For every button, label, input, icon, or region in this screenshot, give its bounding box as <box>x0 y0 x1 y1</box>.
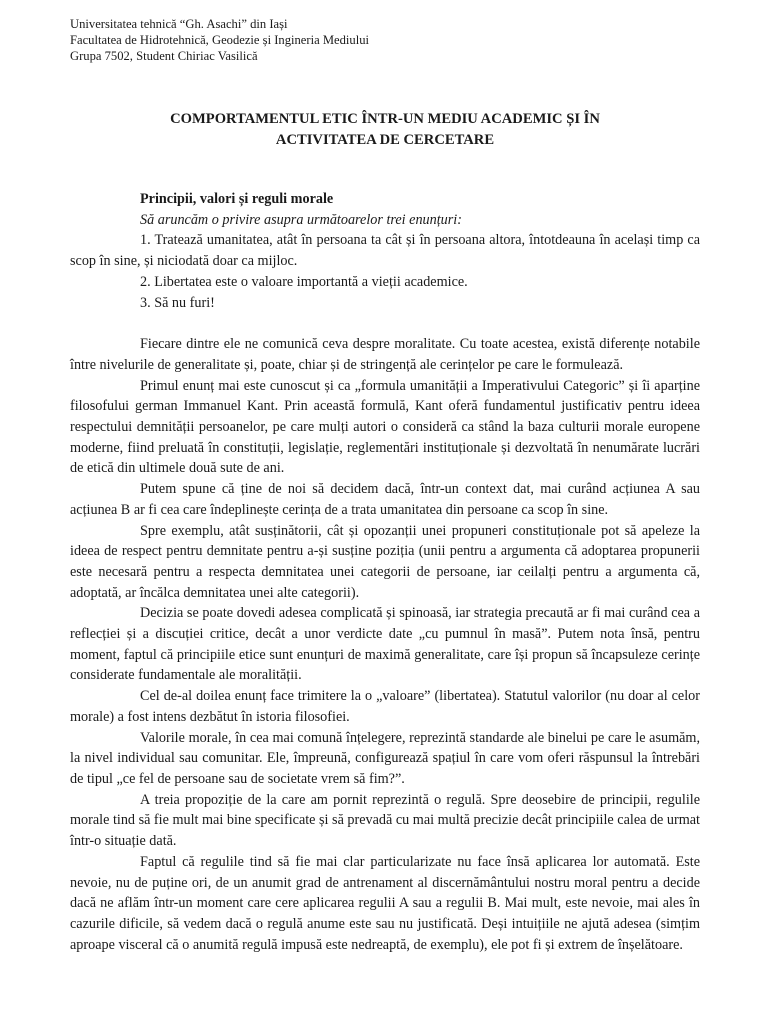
paragraph: Faptul că regulile tind să fie mai clar particularizate nu face însă aplicarea lor automată. Este nevoie, nu de puține ori, de un anumit grad de antrenament al discernământului nostru moral pentru a decide dacă ne aflăm într-un moment care cere aplicarea regulii A sau a regulii B. Mai mult, este nevoie, mai ales în cazurile dificile, să vedem dacă o regulă anume este sau nu justificată. Deși intuițiile ne ajută adesea (simțim aproape visceral că o anumită regulă impusă este nedreaptă, de exemplu), ele pot fi și extrem de înșelătoare. <box>70 853 700 953</box>
title-line-2: ACTIVITATEA DE CERCETARE <box>275 132 495 148</box>
paragraph: A treia propoziție de la care am pornit reprezintă o regulă. Spre deosebire de principii, regulile morale tind să fie mult mai bine specificate și să prevadă cu mai multă precizie decât principiile calea de urmat într-o situație dată. <box>70 791 700 850</box>
paragraph: Cel de-al doilea enunț face trimitere la o „valoare” (libertatea). Statutul valorilor (nu doar al celor morale) a fost intens dezbătut în istoria filosofiei. <box>70 688 700 725</box>
faculty-name: Facultatea de Hidrotehnică, Geodezie și Ingineria Mediului <box>70 33 369 47</box>
paragraph: Decizia se poate dovedi adesea complicată și spinoasă, iar strategia precaută ar fi mai curând cea a reflecției și a discuției critice, decât a unor verdicte date „cu pumnul în masă”. Putem nota însă, pentru moment, faptul că principiile etice sunt enunțuri de maximă generalitate, care își propun să încapsuleze cerințe considerate fundamentale ale moralității. <box>70 605 700 684</box>
document-header <box>70 16 369 64</box>
statement-2: 2. Libertatea este o valoare importantă a vieții academice. <box>140 273 468 290</box>
university-name: Universitatea tehnică “Gh. Asachi” din Iași <box>70 17 288 31</box>
paragraph: Spre exemplu, atât susținătorii, cât și opozanții unei propuneri constituționale pot să apeleze la ideea de respect pentru demnitate pentru a-și susține poziția (unii pentru a argumenta că adoptarea propunerii este necesară pentru a respecta demnitatea unei categorii de persoane, iar ceilalți pentru a argumenta că, adoptată, ar încălca demnitatea unei alte categorii). <box>70 522 700 601</box>
statement-3: 3. Să nu furi! <box>140 294 215 311</box>
paragraph: Primul enunț mai este cunoscut și ca „formula umanității a Imperativului Categoric” și îi aparține filosofului german Immanuel Kant. Prin această formulă, Kant oferă fundamentul justificativ pentru ideea respectului demnității persoanelor, pe care mulți autori o consideră ca stând la baza culturii morale europene moderne, fiind preluată în constituții, legislație, reglementări instituționale și dezvoltată în nenumărate lucrări de etică din ultimele două sute de ani. <box>70 377 700 477</box>
student-group: Grupa 7502, Student Chiriac Vasilică <box>70 49 258 63</box>
document-title <box>70 109 700 151</box>
paragraph: Valorile morale, în cea mai comună înțelegere, reprezintă standarde ale binelui pe care le asumăm, la nivel individual sau comunitar. Ele, împreună, configurează spațiul în care vom oferi răspunsul la întrebări de tipul „ce fel de persoane sau de societate vrem să fim?”. <box>70 729 700 787</box>
document-body <box>70 189 700 955</box>
paragraph: Fiecare dintre ele ne comunică ceva despre moralitate. Cu toate acestea, există diferențe notabile între nivelurile de generalitate și, poate, chiar și de stringență ale cerințelor pe care le formulează. <box>70 336 700 373</box>
statement-1: 1. Tratează umanitatea, atât în persoana ta cât și în persoana altora, întotdeauna în același timp ca scop în sine, și niciodată doar ca mijloc. <box>70 232 700 270</box>
section-intro: Să aruncăm o privire asupra următoarelor trei enunțuri: <box>140 211 462 228</box>
paragraph: Putem spune că ține de noi să decidem dacă, într-un context dat, mai curând acțiunea A sau acțiunea B ar fi cea care îndeplinește cerința de a trata umanitatea din persoane ca scop în sine. <box>70 481 700 518</box>
section-heading: Principii, valori și reguli morale <box>140 191 334 207</box>
title-line-1: COMPORTAMENTUL ETIC ÎNTR-UN MEDIU ACADEMIC ȘI ÎN <box>170 111 600 127</box>
paragraph-gap <box>70 313 700 334</box>
